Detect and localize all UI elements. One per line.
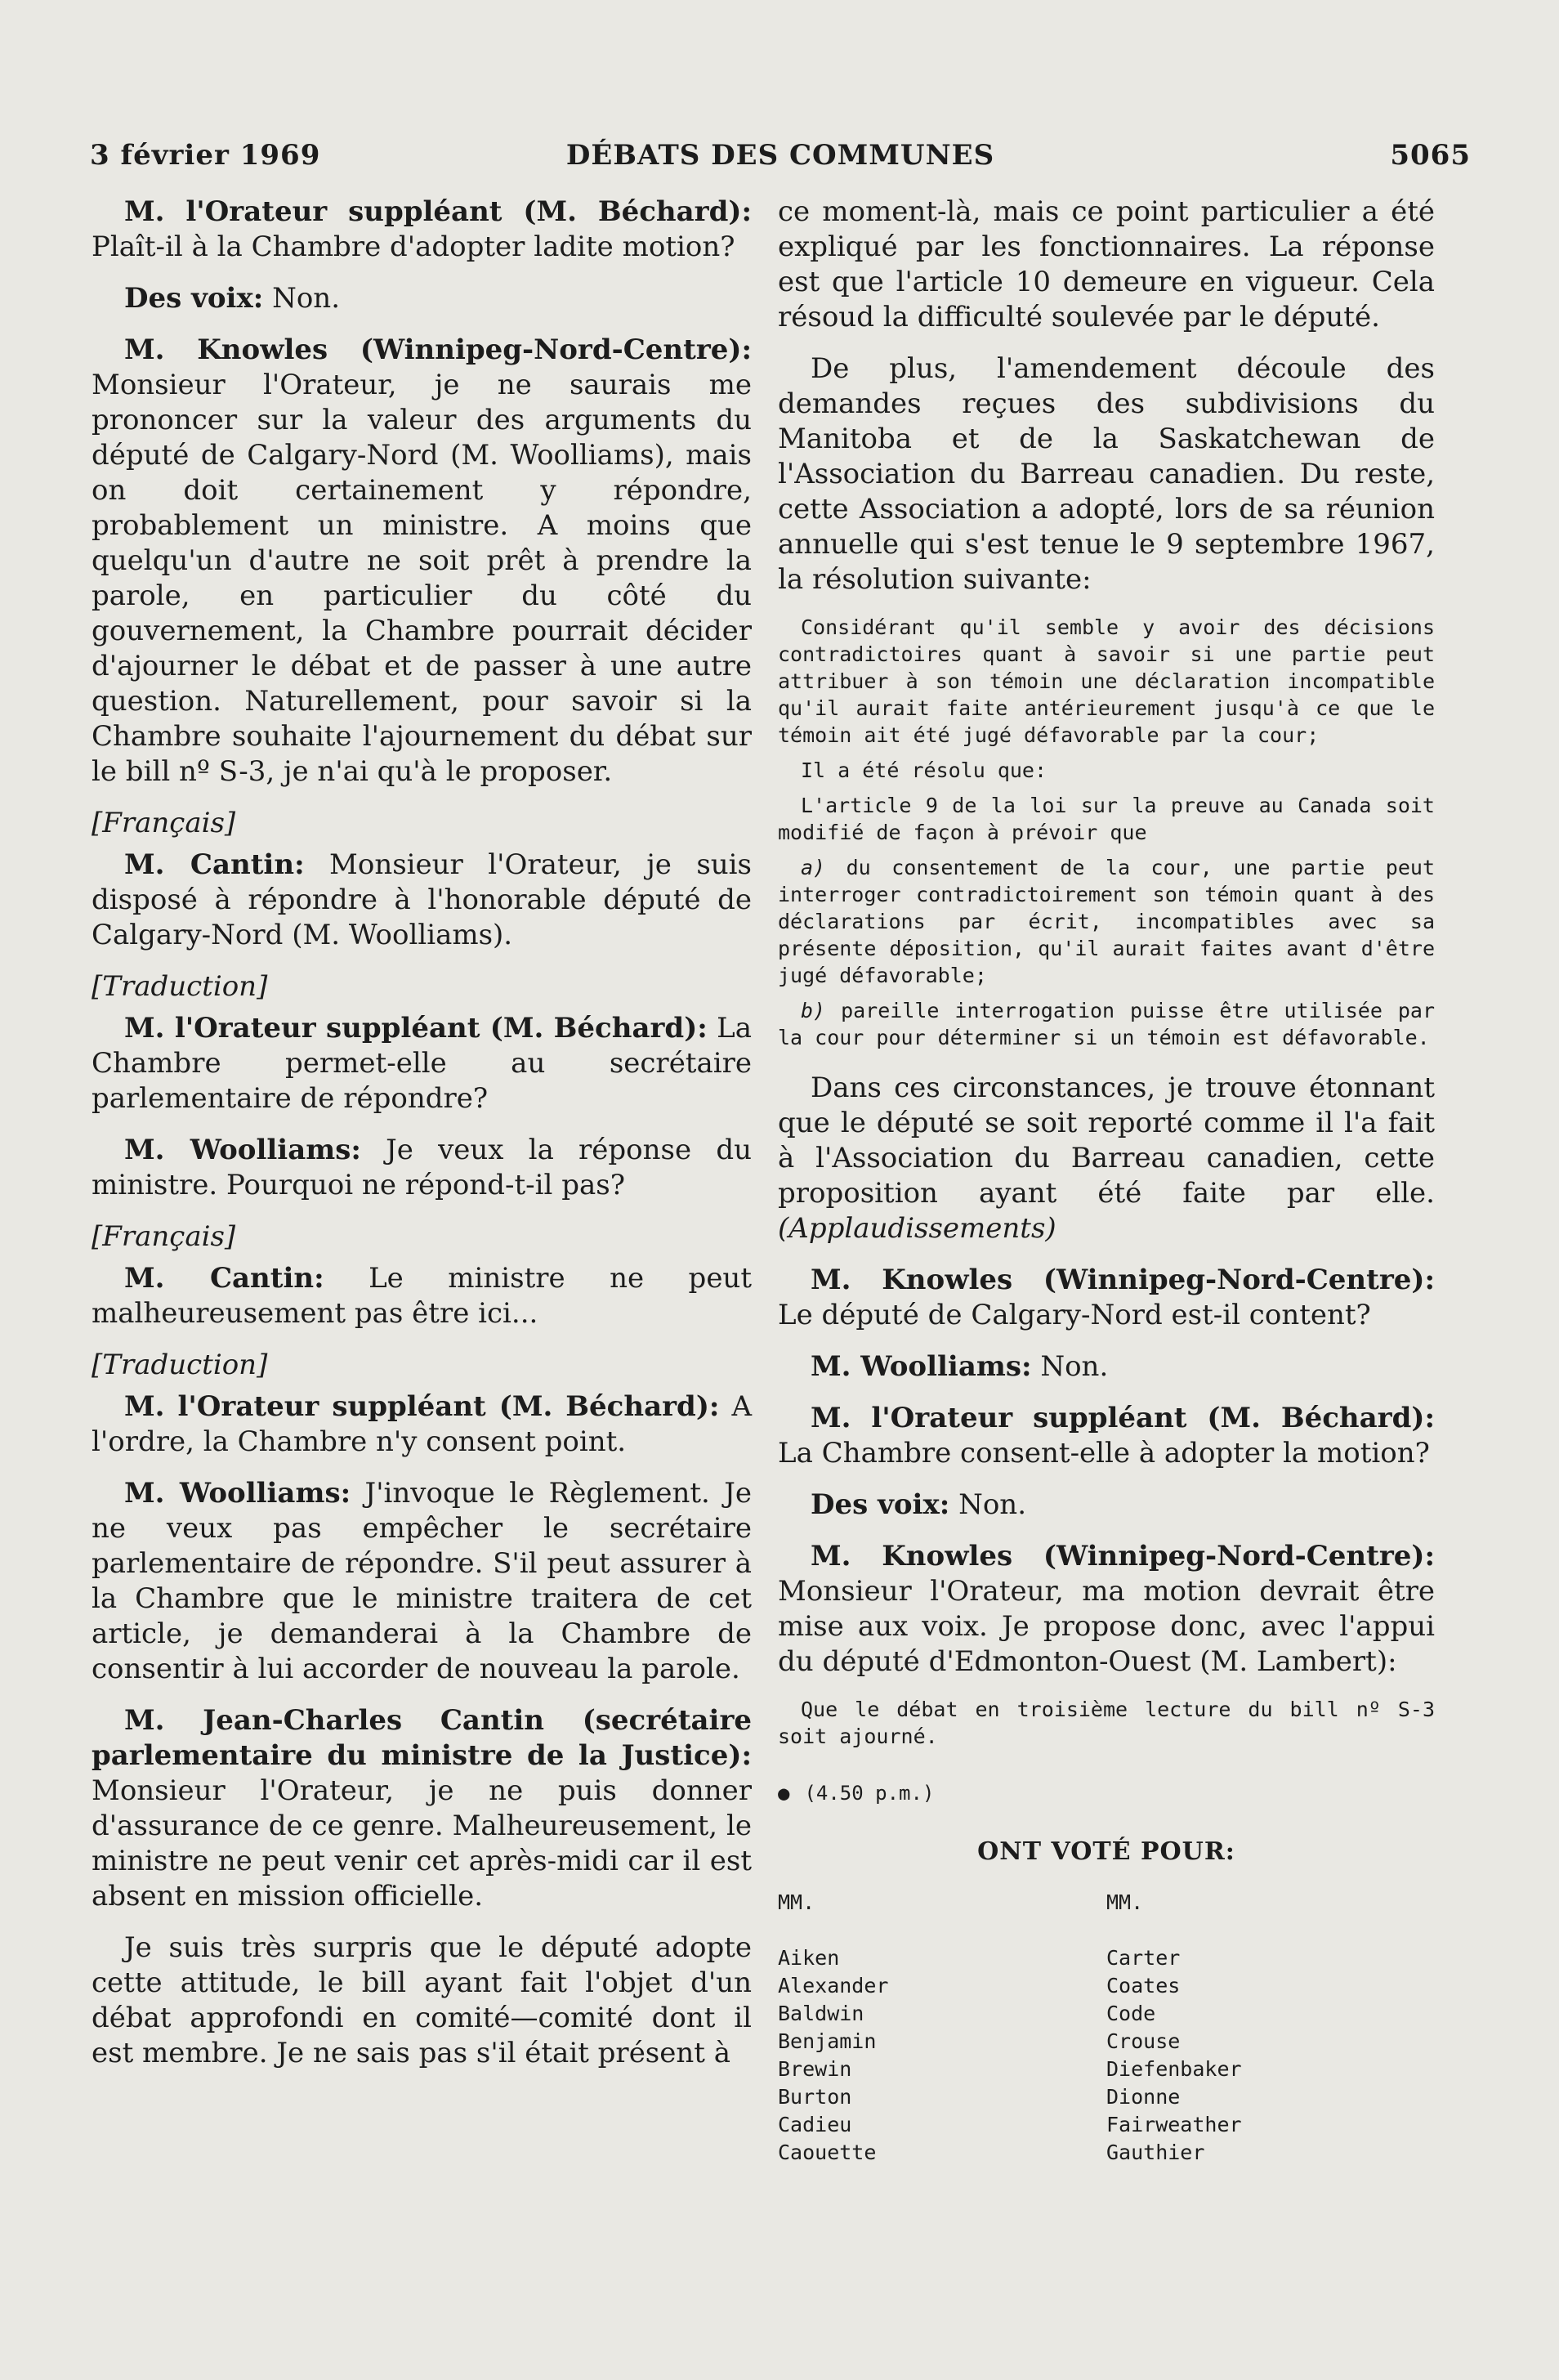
right-column [778,195,1435,2167]
member-name: Carter [1106,1946,1181,1970]
vote-column-1 [778,1889,1106,2167]
speech-text: Plaît-il à la Chambre d'adopter ladite motion? [92,230,735,263]
member-name: Coates [1106,1974,1181,1998]
speech-text: A l'ordre, la Chambre n'y consent point. [92,1390,752,1458]
paragraph [778,1401,1435,1471]
speaker-name: M. Knowles (Winnipeg-Nord-Centre): [811,1540,1435,1572]
item-letter: b) [801,999,826,1022]
speech-text: Non. [949,1488,1026,1521]
vote-list [778,1889,1435,2167]
paragraph [92,1476,752,1687]
paragraph [92,1261,752,1331]
time-text: (4.50 p.m.) [804,1782,935,1805]
item-letter: a) [801,856,826,879]
applause-note: (Applaudissements) [778,1212,1056,1245]
paragraph [92,1703,752,1914]
member-name: Alexander [778,1974,889,1998]
paragraph [92,1133,752,1203]
speech-text: Non. [263,282,340,315]
speech-text: Dans ces circonstances, je trouve étonnant que le député se soit reporté comme il l'a fait à l'Association du Barreau canadien, cette proposition ayant été faite par elle. [778,1071,1435,1210]
member-name: Cadieu [778,2113,852,2136]
speech-text: Monsieur l'Orateur, je ne saurais me prononcer sur la valeur des arguments du député de Calgary-Nord (M. Woolliams), mais on doit certainement y répondre, probablement un ministre. A moins que quelqu'un d'autre ne soit prêt à prendre la parole, en particulier du côté du gouvernement, la Chambre pourrait décider d'ajourner le débat et de passer à une autre question. Naturellement, pour savoir si la Chambre souhaite l'ajournement du débat sur le bill nº S-3, je n'ai qu'à le proposer. [92,369,752,788]
speech-text: J'invoque le Règlement. Je ne veux pas empêcher le secrétaire parlementaire de répondre. S'il peut assurer à la Chambre que le ministre traitera de cet article, je demanderai à la Chambre de consentir à lui accorder de nouveau la parole. [92,1477,752,1685]
language-marker: [Traduction] [92,1349,268,1381]
quote-text: du consentement de la cour, une partie peut interroger contradictoirement son témoin quant à des déclarations par écrit, incompatibles avec sa présente déposition, qu'il aurait faites avant d'être jugé défavorable; [778,856,1435,987]
resolution-quote [778,854,1435,989]
time-stamp [778,1776,1435,1811]
speaker-name: M. l'Orateur suppléant (M. Béchard): [811,1402,1435,1434]
member-name: Crouse [1106,2029,1181,2053]
header-title: DÉBATS DES COMMUNES [565,139,995,172]
speaker-name: M. l'Orateur suppléant (M. Béchard): [124,195,752,228]
vote-column-heading: MM. [778,1890,815,1914]
speech-text: Monsieur l'Orateur, je suis disposé à répondre à l'honorable député de Calgary-Nord (M. Woolliams). [92,848,752,951]
paragraph [92,1389,752,1460]
paragraph [92,195,752,265]
vote-heading: ONT VOTÉ POUR: [977,1837,1235,1866]
bullet-icon: ● [778,1782,790,1805]
member-name: Gauthier [1106,2141,1205,2164]
language-marker: [Traduction] [92,970,268,1003]
paragraph [778,1349,1435,1385]
speaker-name: M. Cantin: [124,1262,324,1295]
speech-text: Le ministre ne peut malheureusement pas être ici... [92,1262,752,1330]
speech-text: La Chambre consent-elle à adopter la motion? [778,1437,1430,1470]
paragraph [92,333,752,790]
left-column [92,195,752,2087]
resolution-quote: Il a été résolu que: [801,758,1048,782]
speaker-name: M. Woolliams: [124,1134,361,1166]
member-name: Diefenbaker [1106,2057,1242,2081]
member-name: Fairweather [1106,2113,1242,2136]
paragraph [778,1488,1435,1523]
paragraph: De plus, l'amendement découle des demandes reçues des subdivisions du Manitoba et de la Saskatchewan de l'Association du Barreau canadien. Du reste, cette Association a adopté, lors de sa réunion annuelle qui s'est tenue le 9 septembre 1967, la résolution suivante: [778,352,1435,596]
speaker-name: M. Knowles (Winnipeg-Nord-Centre): [124,333,752,366]
page-header [90,139,1471,180]
member-name: Baldwin [778,2002,864,2025]
paragraph [92,848,752,953]
speaker-name: M. Knowles (Winnipeg-Nord-Centre): [811,1264,1435,1296]
header-page-number: 5065 [1390,139,1471,172]
member-name: Burton [778,2085,852,2109]
member-name: Code [1106,2002,1156,2025]
header-date: 3 février 1969 [90,139,321,172]
speaker-name: M. Woolliams: [124,1477,351,1510]
speaker-name: M. l'Orateur suppléant (M. Béchard): [124,1390,720,1423]
member-name: Dionne [1106,2085,1181,2109]
speech-text: Le député de Calgary-Nord est-il content? [778,1299,1371,1331]
paragraph [92,281,752,316]
motion-quote: Que le débat en troisième lecture du bill nº S-3 soit ajourné. [778,1698,1435,1748]
resolution-quote [778,997,1435,1051]
speech-text: Je veux la réponse du ministre. Pourquoi ne répond-t-il pas? [92,1134,752,1201]
member-name: Benjamin [778,2029,877,2053]
speaker-name: M. Jean-Charles Cantin (secrétaire parlementaire du ministre de la Justice): [92,1704,752,1772]
paragraph [778,1071,1435,1246]
language-marker: [Français] [92,1220,236,1253]
vote-column-2 [1106,1889,1435,2167]
paragraph: Je suis très surpris que le député adopte cette attitude, le bill ayant fait l'objet d'un débat approfondi en comité—comité dont il est membre. Je ne sais pas s'il était présent à [92,1931,752,2069]
speaker-name: M. Woolliams: [811,1350,1032,1383]
quote-text: pareille interrogation puisse être utilisée par la cour pour déterminer si un témoin est défavorable. [778,999,1435,1049]
member-name: Caouette [778,2141,877,2164]
speech-text: La Chambre permet-elle au secrétaire parlementaire de répondre? [92,1012,753,1115]
speaker-name: M. l'Orateur suppléant (M. Béchard): [124,1012,708,1045]
paragraph: ce moment-là, mais ce point particulier a été expliqué par les fonctionnaires. La réponse est que l'article 10 demeure en vigueur. Cela résoud la difficulté soulevée par le député. [778,195,1435,333]
paragraph [778,1263,1435,1333]
vote-column-heading: MM. [1106,1890,1144,1914]
speaker-name: Des voix: [811,1488,950,1521]
speaker-name: Des voix: [124,282,264,315]
speech-text: Non. [1031,1350,1109,1383]
paragraph [92,1011,752,1116]
language-marker: [Français] [92,807,236,839]
speaker-name: M. Cantin: [124,848,305,881]
resolution-quote: L'article 9 de la loi sur la preuve au Canada soit modifié de façon à prévoir que [778,794,1435,844]
speech-text: Monsieur l'Orateur, ma motion devrait être mise aux voix. Je propose donc, avec l'appui du député d'Edmonton-Ouest (M. Lambert): [778,1575,1435,1678]
paragraph [778,1539,1435,1680]
member-name: Brewin [778,2057,852,2081]
member-name: Aiken [778,1946,840,1970]
speech-text: Monsieur l'Orateur, je ne puis donner d'assurance de ce genre. Malheureusement, le ministre ne peut venir cet après-midi car il est absent en mission officielle. [92,1774,752,1912]
resolution-quote: Considérant qu'il semble y avoir des décisions contradictoires quant à savoir si une partie peut attribuer à son témoin une déclaration incompatible qu'il aurait faite antérieurement jusqu'à ce que le témoin ait été jugé défavorable par la cour; [778,615,1435,747]
